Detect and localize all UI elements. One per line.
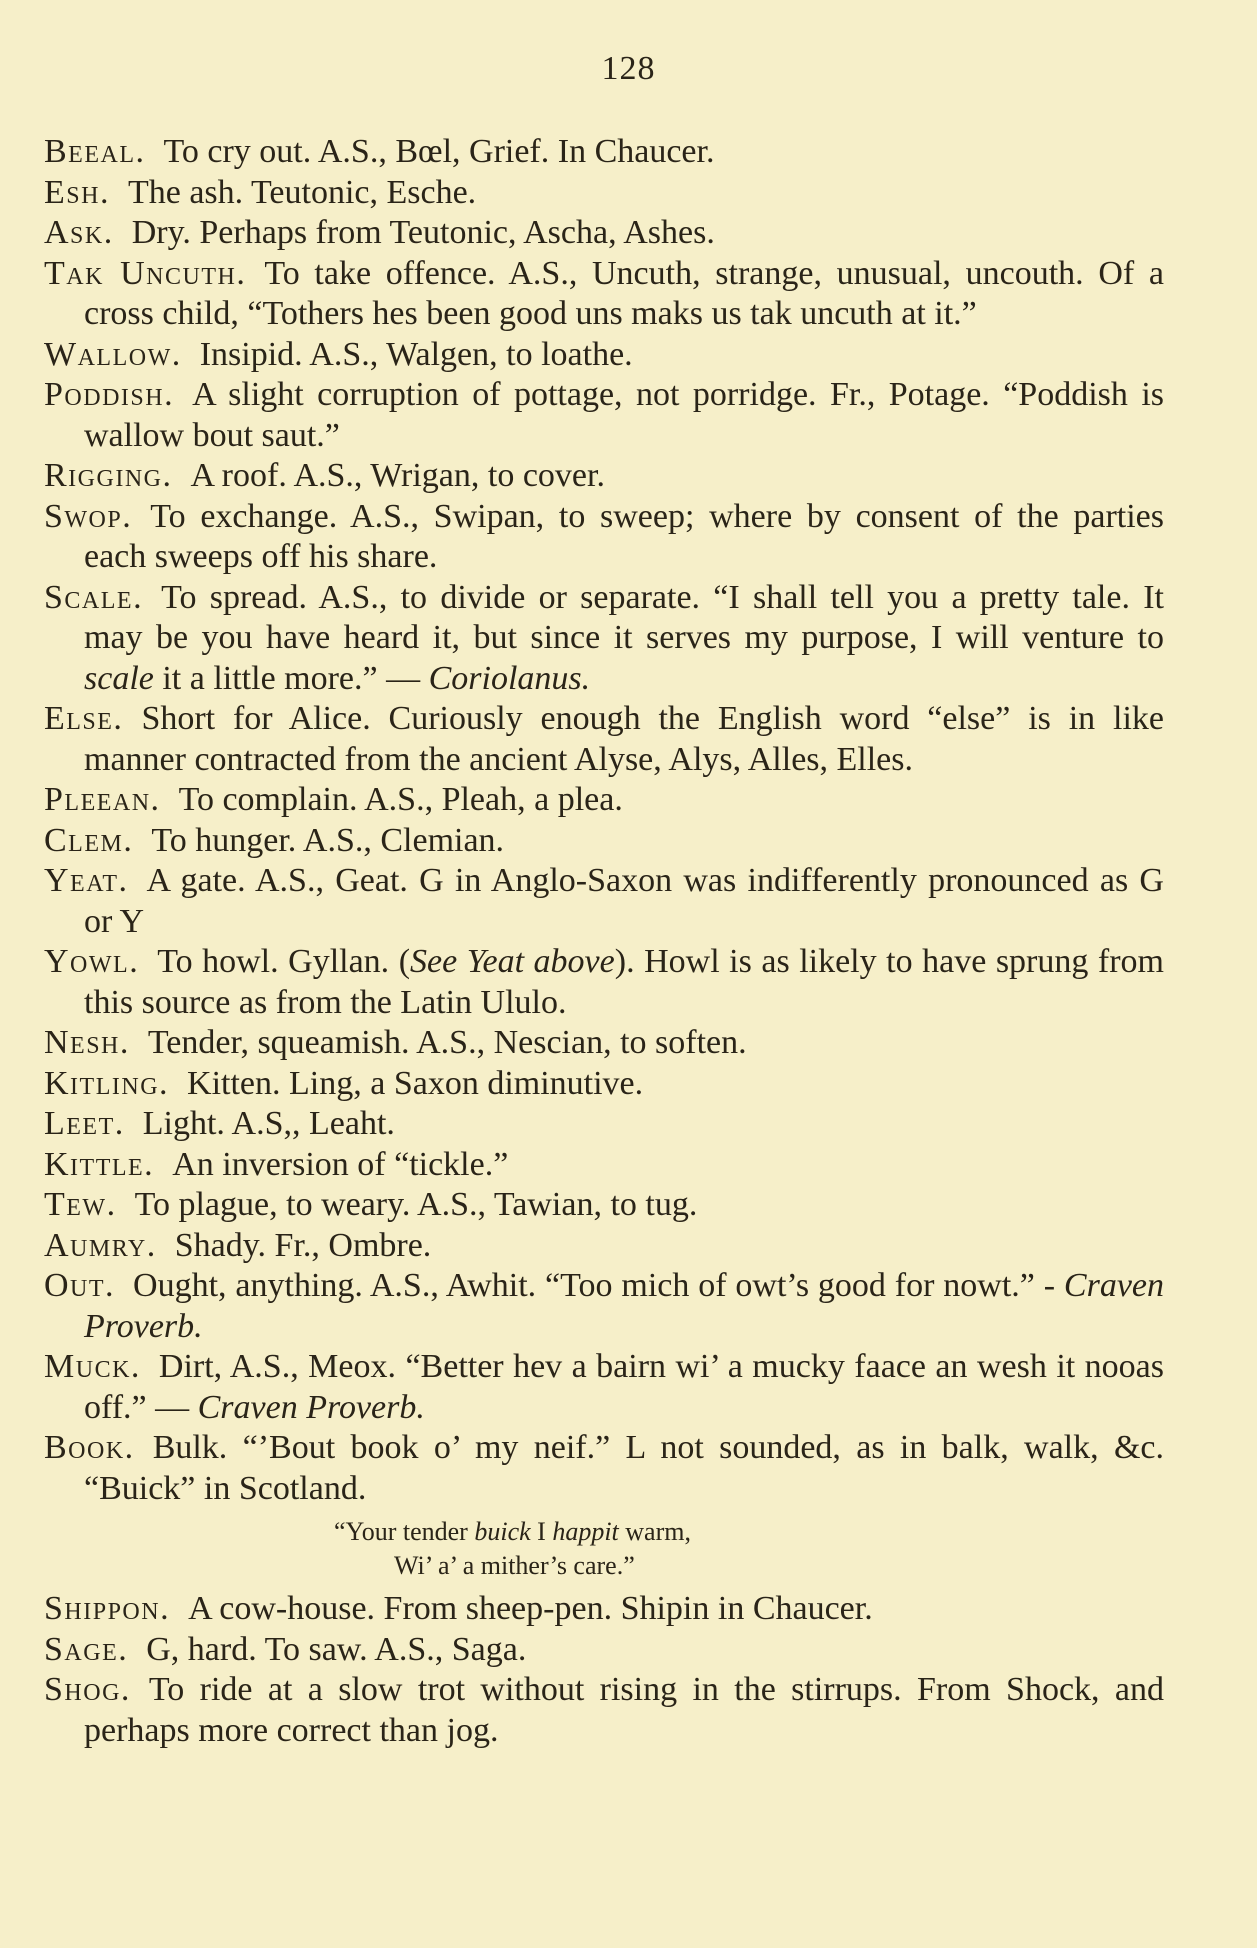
- glossary-entry: [44, 173, 1164, 214]
- glossary-entry: [44, 1064, 1164, 1105]
- headword: Sage.: [44, 1630, 129, 1668]
- definition: The ash. Teutonic, Esche.: [127, 173, 477, 211]
- headword: Tew.: [44, 1186, 117, 1223]
- headword: Out.: [44, 1267, 116, 1304]
- citation: Coriolanus.: [428, 659, 591, 697]
- headword: Rigging.: [44, 457, 173, 494]
- definition: Short for Alice. Curiously enough the English word “else” is in like manner contracted from the ancient Alyse, Alys, Alles, Elles.: [84, 700, 1164, 778]
- definition: Light. A.S,, Leaht.: [142, 1105, 395, 1142]
- headword: Tak Uncuth.: [44, 254, 247, 292]
- glossary-entry: [44, 861, 1164, 942]
- citation: Craven Proverb.: [84, 1267, 1164, 1345]
- headword: Swop.: [44, 497, 133, 535]
- glossary-entry: [44, 132, 1164, 173]
- glossary-entry: [44, 1104, 1164, 1145]
- definition: To cry out. A.S., Bœl, Grief. In Chaucer.: [163, 133, 715, 170]
- headword: Ask.: [44, 214, 114, 251]
- glossary-entry: [44, 335, 1164, 376]
- headword: Nesh.: [44, 1024, 130, 1061]
- glossary-entry: [44, 456, 1164, 497]
- definition: To plague, to weary. A.S., Tawian, to tug.: [134, 1186, 698, 1223]
- definition: To spread. A.S., to divide or separate. “I shall tell you a pretty tale. It may be you have heard it, but since it serves my purpose, I will venture to: [84, 578, 1164, 656]
- glossary-entry: [44, 821, 1164, 862]
- definition-continued: ). Howl is as likely to have sprung from this source as from the Latin Ululo.: [84, 943, 1164, 1021]
- glossary-entries: [44, 132, 1164, 1751]
- definition: Shady. Fr., Ombre.: [174, 1226, 432, 1264]
- definition: A gate. A.S., Geat. G in Anglo-Saxon was indifferently pronounced as G or Y: [84, 862, 1164, 940]
- verse-quote: [44, 1515, 1164, 1583]
- citation: Craven Proverb.: [197, 1388, 425, 1426]
- definition: To howl. Gyllan. (: [157, 943, 411, 980]
- glossary-entry: [44, 1226, 1164, 1267]
- italic-word: scale: [84, 659, 154, 697]
- definition: Ought, anything. A.S., Awhit. “Too mich of owt’s good for nowt.” -: [133, 1267, 1056, 1304]
- definition: To ride at a slow trot without rising in the stirrups. From Shock, and perhaps more correct than jog.: [84, 1671, 1164, 1749]
- definition: Bulk. “’Bout book o’ my neif.” L not sounded, as in balk, walk, &c. “Buick” in Scotland.: [84, 1429, 1164, 1507]
- glossary-entry: [44, 699, 1164, 780]
- glossary-entry: [44, 1347, 1164, 1428]
- definition: A slight corruption of pottage, not porridge. Fr., Potage. “Poddish is wallow bout saut.”: [84, 376, 1164, 454]
- glossary-entry: [44, 375, 1164, 456]
- definition: Insipid. A.S., Walgen, to loathe.: [199, 335, 633, 373]
- verse-line-1: “Your tender buick I happit warm,: [334, 1517, 691, 1546]
- glossary-entry: [44, 1023, 1164, 1064]
- headword: Scale.: [44, 578, 144, 616]
- headword: Kittle.: [44, 1145, 155, 1183]
- headword: Kitling.: [44, 1064, 170, 1102]
- headword: Else.: [44, 700, 124, 737]
- glossary-entry: [44, 497, 1164, 578]
- definition: To exchange. A.S., Swipan, to sweep; where by consent of the parties each sweeps off his share.: [84, 497, 1164, 575]
- glossary-entry: [44, 1428, 1164, 1509]
- glossary-entry: [44, 213, 1164, 254]
- glossary-entry: [44, 942, 1164, 1023]
- headword: Shippon.: [44, 1590, 171, 1627]
- definition: To take offence. A.S., Uncuth, strange, unusual, uncouth. Of a cross child, “Tothers hes been good uns maks us tak uncuth at it.”: [84, 254, 1164, 332]
- headword: Esh.: [44, 173, 110, 211]
- headword: Shog.: [44, 1671, 131, 1708]
- definition: A roof. A.S., Wrigan, to cover.: [190, 457, 605, 494]
- definition: A cow-house. From sheep-pen. Shipin in Chaucer.: [188, 1590, 873, 1627]
- headword: Leet.: [44, 1105, 125, 1142]
- definition-continued: it a little more.” —: [162, 659, 421, 697]
- glossary-entry: [44, 1670, 1164, 1751]
- glossary-entry: [44, 1145, 1164, 1186]
- headword: Wallow.: [44, 335, 182, 373]
- italic-reference: See Yeat above: [410, 943, 615, 980]
- definition: Dirt, A.S., Meox. “Better hev a bairn wi’ a mucky faace an wesh it nooas off.” —: [84, 1348, 1164, 1426]
- headword: Muck.: [44, 1348, 141, 1385]
- definition: An inversion of “tickle.”: [172, 1145, 509, 1183]
- glossary-entry: [44, 1266, 1164, 1347]
- headword: Clem.: [44, 821, 134, 859]
- definition: Kitten. Ling, a Saxon diminutive.: [187, 1064, 644, 1102]
- verse-line-2: Wi’ a’ a mither’s care.”: [394, 1551, 635, 1580]
- page-number: 128: [601, 50, 656, 87]
- headword: Beeal.: [44, 133, 146, 170]
- headword: Aumry.: [44, 1226, 157, 1264]
- definition: To complain. A.S., Pleah, a plea.: [178, 781, 623, 818]
- glossary-entry: [44, 254, 1164, 335]
- headword: Yowl.: [44, 943, 140, 980]
- headword: Pleean.: [44, 781, 161, 818]
- headword: Yeat.: [44, 862, 129, 899]
- glossary-entry: [44, 1185, 1164, 1226]
- glossary-entry: [44, 780, 1164, 821]
- definition: G, hard. To saw. A.S., Saga.: [146, 1630, 527, 1668]
- definition: To hunger. A.S., Clemian.: [151, 821, 505, 859]
- headword: Poddish.: [44, 376, 175, 413]
- headword: Book.: [44, 1429, 135, 1466]
- definition: Tender, squeamish. A.S., Nescian, to soften.: [147, 1024, 747, 1061]
- glossary-entry: [44, 1589, 1164, 1630]
- glossary-entry: [44, 578, 1164, 700]
- glossary-entry: [44, 1630, 1164, 1671]
- definition: Dry. Perhaps from Teutonic, Ascha, Ashes.: [131, 214, 715, 251]
